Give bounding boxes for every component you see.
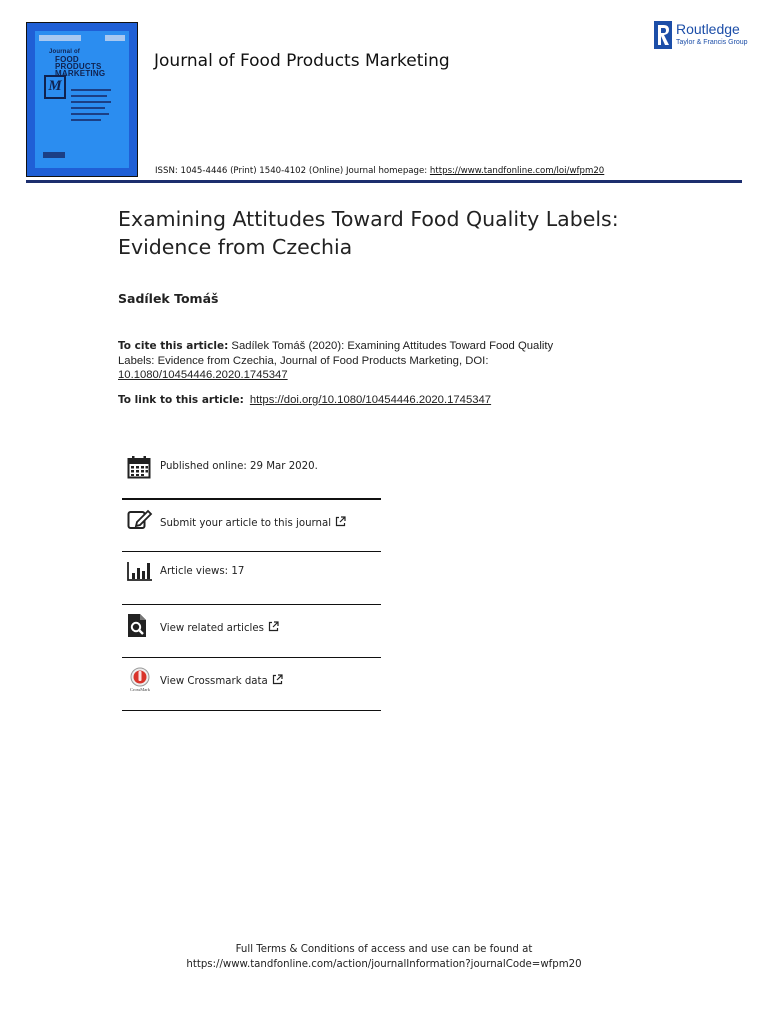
publisher-group: Taylor & Francis Group [676, 39, 748, 46]
terms-footer-url[interactable]: https://www.tandfonline.com/action/journalInformation?journalCode=wfpm20 [186, 959, 582, 970]
view-related-articles-link[interactable]: View related articles [160, 621, 279, 634]
terms-footer [0, 942, 768, 972]
publisher-name: Routledge [676, 21, 740, 37]
calendar-icon [127, 455, 151, 479]
document-search-icon [127, 613, 147, 638]
view-crossmark-data-link[interactable]: View Crossmark data [160, 674, 283, 687]
row-divider [122, 710, 381, 711]
citation-text: Sadílek Tomáš (2020): Examining Attitudes Toward Food Quality Labels: Evidence from Czechia, Journal of Food Products Marketing, DOI: [118, 340, 554, 367]
article-title: Examining Attitudes Toward Food Quality Labels: Evidence from Czechia [118, 207, 619, 259]
journal-homepage-link[interactable]: https://www.tandfonline.com/loi/wfpm20 [429, 166, 605, 176]
crossmark-logo-text: CrossMark [130, 687, 150, 692]
row-divider [122, 604, 381, 605]
external-link-icon [335, 516, 346, 527]
issn-line: ISSN: 1045-4446 (Print) 1540-4102 (Online) Journal homepage: https://www.tandfonline.com/loi/wfpm20 [155, 166, 605, 176]
routledge-logo-icon [654, 21, 672, 49]
row-divider [122, 657, 381, 658]
header-divider [26, 180, 742, 183]
citation-doi-link[interactable]: 10.1080/10454446.2020.1745347 [118, 369, 288, 382]
submit-article-link[interactable]: Submit your article to this journal [160, 516, 346, 529]
article-views-text: Article views: 17 [160, 566, 245, 577]
journal-cover-image: Journal of FOOD PRODUCTS MARKETING M [26, 22, 138, 177]
article-doi-link[interactable]: https://doi.org/10.1080/10454446.2020.1745347 [249, 394, 492, 406]
row-divider [122, 551, 381, 552]
external-link-icon [268, 621, 279, 632]
link-label: To link to this article: [118, 394, 244, 406]
row-divider [122, 498, 381, 500]
published-online-text: Published online: 29 Mar 2020. [160, 461, 318, 472]
article-author: Sadílek Tomáš [118, 291, 219, 306]
cite-label: To cite this article: [118, 340, 229, 352]
citation-block [118, 339, 588, 383]
article-link-line [118, 394, 491, 406]
external-link-icon [272, 674, 283, 685]
bar-chart-icon [127, 561, 153, 581]
edit-icon [127, 508, 153, 530]
cover-title: Journal of FOOD PRODUCTS MARKETING [49, 49, 106, 78]
journal-title: Journal of Food Products Marketing [154, 51, 450, 71]
terms-footer-line: Full Terms & Conditions of access and use can be found at [235, 944, 533, 955]
